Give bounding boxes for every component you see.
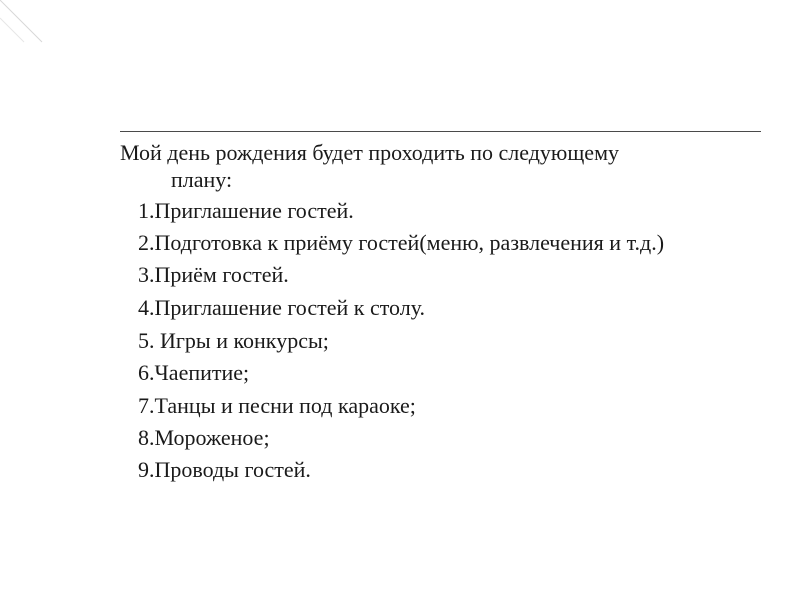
plan-item-9: 9.Проводы гостей. [138, 457, 311, 482]
intro-text [120, 139, 720, 193]
plan-item-1: 1.Приглашение гостей. [138, 198, 354, 223]
intro-line-1: Мой день рождения будет проходить по следующему [120, 140, 619, 165]
plan-item-2: 2.Подготовка к приёму гостей(меню, развлечения и т.д.) [138, 230, 665, 255]
intro-line-2: плану: [171, 167, 233, 192]
plan-item-7: 7.Танцы и песни под караоке; [138, 393, 416, 418]
plan-item-6: 6.Чаепитие; [138, 360, 250, 385]
title-divider [120, 131, 761, 132]
corner-decoration [0, 0, 60, 60]
plan-item-8: 8.Мороженое; [138, 425, 270, 450]
plan-item-4: 4.Приглашение гостей к столу. [138, 295, 426, 320]
plan-item-5: 5. Игры и конкурсы; [138, 328, 329, 353]
plan-item-3: 3.Приём гостей. [138, 262, 289, 287]
